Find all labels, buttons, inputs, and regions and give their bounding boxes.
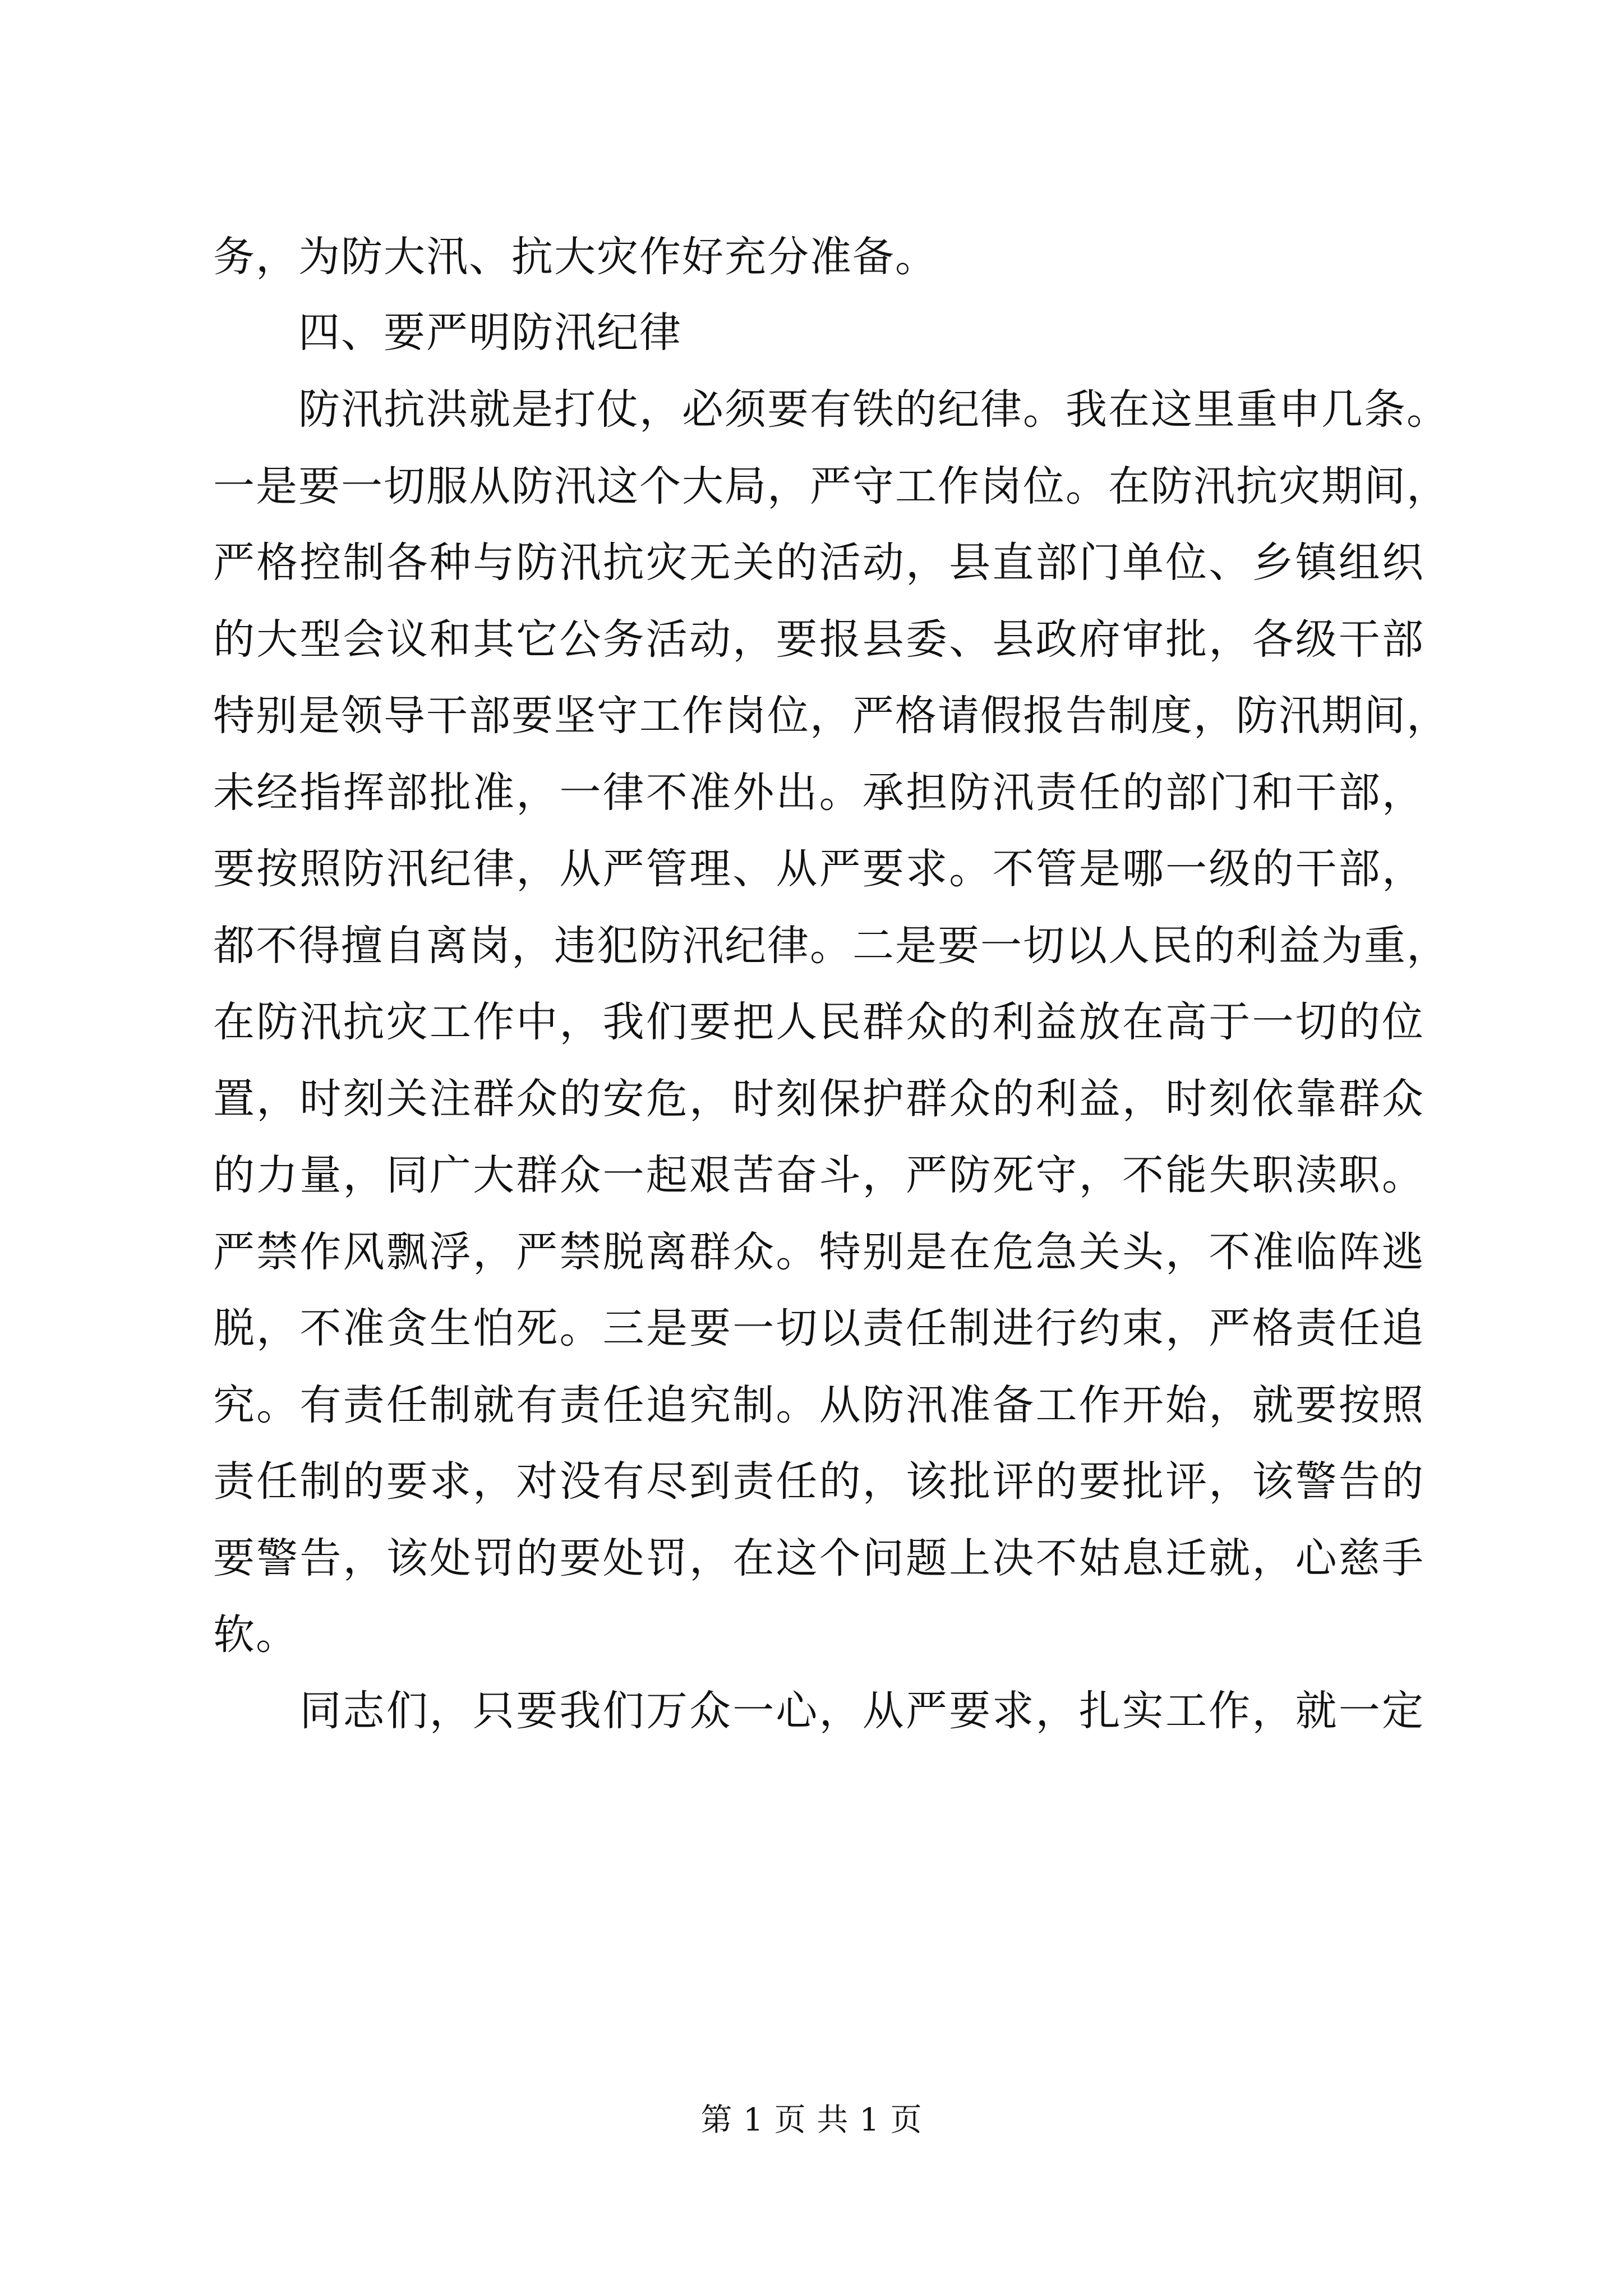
- text-line-5: 严格控制各种与防汛抗灾无关的活动，县直部门单位、乡镇组织: [213, 539, 1424, 587]
- text-line-20: 同志们，只要我们万众一心，从严要求，扎实工作，就一定: [213, 1687, 1424, 1735]
- text-line-15: 脱，不准贪生怕死。三是要一切以责任制进行约束，严格责任追: [213, 1304, 1424, 1352]
- page-footer: 第 1 页 共 1 页: [700, 2102, 923, 2138]
- text-line-16: 究。有责任制就有责任追究制。从防汛准备工作开始，就要按照: [213, 1381, 1424, 1429]
- text-line-14: 严禁作风飘浮，严禁脱离群众。特别是在危急关头，不准临阵逃: [213, 1228, 1424, 1276]
- text-line-4: 一是要一切服从防汛这个大局，严守工作岗位。在防汛抗灾期间，: [213, 462, 1449, 510]
- text-line-13: 的力量，同广大群众一起艰苦奋斗，严防死守，不能失职渎职。: [213, 1151, 1424, 1199]
- text-line-17: 责任制的要求，对没有尽到责任的，该批评的要批评，该警告的: [213, 1457, 1424, 1506]
- section-heading: 四、要严明防汛纪律: [213, 309, 682, 357]
- text-line-1: 务，为防大汛、抗大灾作好充分准备。: [213, 233, 938, 281]
- text-line-7: 特别是领导干部要坚守工作岗位，严格请假报告制度，防汛期间，: [213, 692, 1449, 740]
- text-line-18: 要警告，该处罚的要处罚，在这个问题上决不姑息迁就，心慈手: [213, 1534, 1424, 1582]
- text-line-9: 要按照防汛纪律，从严管理、从严要求。不管是哪一级的干部，: [213, 845, 1424, 893]
- text-line-8: 未经指挥部批准，一律不准外出。承担防汛责任的部门和干部，: [213, 769, 1424, 817]
- text-line-11: 在防汛抗灾工作中，我们要把人民群众的利益放在高于一切的位: [213, 998, 1424, 1046]
- text-line-6: 的大型会议和其它公务活动，要报县委、县政府审批，各级干部: [213, 615, 1424, 664]
- text-line-3: 防汛抗洪就是打仗，必须要有铁的纪律。我在这里重申几条。: [213, 385, 1449, 434]
- text-line-10: 都不得擅自离岗，违犯防汛纪律。二是要一切以人民的利益为重，: [213, 922, 1449, 970]
- text-line-19: 软。: [213, 1611, 298, 1659]
- text-line-12: 置，时刻关注群众的安危，时刻保护群众的利益，时刻依靠群众: [213, 1075, 1424, 1123]
